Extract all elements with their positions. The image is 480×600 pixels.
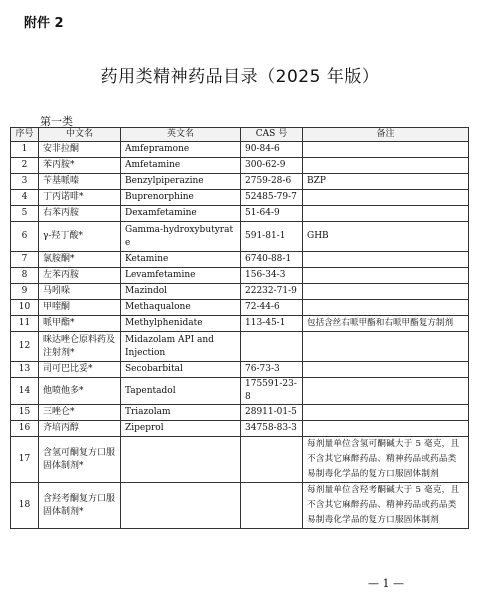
table-row [11,142,469,158]
cell-cas: 300-62-9 [241,158,303,174]
cell-cas: 113-45-1 [241,316,303,332]
cell-en: Levamfetamine [121,268,241,284]
cell-cas: 28911-01-5 [241,405,303,421]
cell-no: 16 [11,421,39,437]
cell-no: 17 [11,437,39,483]
cell-cn: 三唑仑* [39,405,121,421]
cell-cas: 51-64-9 [241,206,303,222]
cell-cn: 苄基哌嗪 [39,174,121,190]
cell-no: 2 [11,158,39,174]
cell-en: Secobarbital [121,362,241,378]
cell-note [303,158,469,174]
cell-note: 每剂量单位含羟考酮碱大于 5 毫克，且不含其它麻醉药品、精神药品或药品类易制毒化学品的复方口服固体制剂 [303,483,469,529]
header-note: 备注 [303,128,469,142]
cell-cn: 甲喹酮 [39,300,121,316]
cell-cas: 52485-79-7 [241,190,303,206]
cell-note [303,190,469,206]
cell-cn: 左苯丙胺 [39,268,121,284]
page-number: — 1 — [368,577,404,590]
table-row [11,222,469,252]
cell-note [303,252,469,268]
cell-no: 18 [11,483,39,529]
table-row [11,421,469,437]
cell-note: BZP [303,174,469,190]
cell-cn: 哌甲酯* [39,316,121,332]
header-cas: CAS 号 [241,128,303,142]
cell-cas: 175591-23-8 [241,378,303,405]
cell-note [303,284,469,300]
cell-cn: 右苯丙胺 [39,206,121,222]
cell-no: 12 [11,332,39,362]
table-row [11,332,469,362]
cell-cn: 他喷他多* [39,378,121,405]
cell-cn: 司可巴比妥* [39,362,121,378]
table-row [11,206,469,222]
cell-en: Methaqualone [121,300,241,316]
cell-en: Methylphenidate [121,316,241,332]
cell-cn: 马吲哚 [39,284,121,300]
cell-no: 4 [11,190,39,206]
cell-note [303,421,469,437]
table-row [11,284,469,300]
cell-en: Gamma-hydroxybutyrate [121,222,241,252]
cell-cn: 丁丙诺啡* [39,190,121,206]
cell-note [303,206,469,222]
table-row [11,300,469,316]
cell-no: 14 [11,378,39,405]
cell-cas: 591-81-1 [241,222,303,252]
cell-note [303,362,469,378]
cell-en: Dexamfetamine [121,206,241,222]
cell-en: Benzylpiperazine [121,174,241,190]
cell-cn: 咪达唑仑原料药及注射剂* [39,332,121,362]
cell-note [303,142,469,158]
cell-no: 5 [11,206,39,222]
cell-cn: 齐培丙醇 [39,421,121,437]
cell-no: 9 [11,284,39,300]
cell-en: Midazolam API and Injection [121,332,241,362]
cell-en: Buprenorphine [121,190,241,206]
cell-no: 1 [11,142,39,158]
cell-cn: 氯胺酮* [39,252,121,268]
cell-note [303,300,469,316]
cell-cas: 6740-88-1 [241,252,303,268]
cell-no: 13 [11,362,39,378]
cell-no: 3 [11,174,39,190]
cell-cas: 2759-28-6 [241,174,303,190]
cell-en: Amfepramone [121,142,241,158]
cell-cas [241,437,303,483]
cell-cas: 76-73-3 [241,362,303,378]
section-heading: 第一类 [40,115,73,128]
table-row [11,483,469,529]
table-row [11,316,469,332]
header-no: 序号 [11,128,39,142]
cell-en: Zipeprol [121,421,241,437]
cell-note [303,378,469,405]
table-row [11,362,469,378]
cell-note: 每剂量单位含氢可酮碱大于 5 毫克，且不含其它麻醉药品、精神药品或药品类易制毒化学品的复方口服固体制剂 [303,437,469,483]
document-title: 药用类精神药品目录（2025 年版） [100,67,380,87]
cell-no: 11 [11,316,39,332]
header-en: 英文名 [121,128,241,142]
table-row [11,252,469,268]
table-row [11,174,469,190]
cell-cn: 安非拉酮 [39,142,121,158]
table-row [11,405,469,421]
cell-en: Amfetamine [121,158,241,174]
cell-cas: 34758-83-3 [241,421,303,437]
cell-no: 8 [11,268,39,284]
cell-en: Tapentadol [121,378,241,405]
cell-note: GHB [303,222,469,252]
cell-en [121,483,241,529]
cell-cn: γ-羟丁酸* [39,222,121,252]
cell-no: 7 [11,252,39,268]
cell-cas: 90-84-6 [241,142,303,158]
cell-no: 15 [11,405,39,421]
cell-cn: 含羟考酮复方口服固体制剂* [39,483,121,529]
cell-en: Ketamine [121,252,241,268]
cell-cas: 72-44-6 [241,300,303,316]
cell-note [303,405,469,421]
table-row [11,378,469,405]
cell-cn: 含氢可酮复方口服固体制剂* [39,437,121,483]
table-row [11,158,469,174]
cell-note [303,268,469,284]
annex-label: 附件 2 [24,16,64,31]
table-header-row [11,128,469,142]
table-row [11,437,469,483]
cell-no: 10 [11,300,39,316]
cell-note: 包括含丝右哌甲酯和右哌甲酯复方制剂 [303,316,469,332]
cell-no: 6 [11,222,39,252]
cell-en: Mazindol [121,284,241,300]
cell-cas: 156-34-3 [241,268,303,284]
cell-en: Triazolam [121,405,241,421]
table-row [11,190,469,206]
cell-en [121,437,241,483]
drug-table [10,127,469,529]
cell-cas [241,483,303,529]
header-cn: 中文名 [39,128,121,142]
cell-cn: 苯丙胺* [39,158,121,174]
cell-cas [241,332,303,362]
table-row [11,268,469,284]
cell-note [303,332,469,362]
cell-cas: 22232-71-9 [241,284,303,300]
